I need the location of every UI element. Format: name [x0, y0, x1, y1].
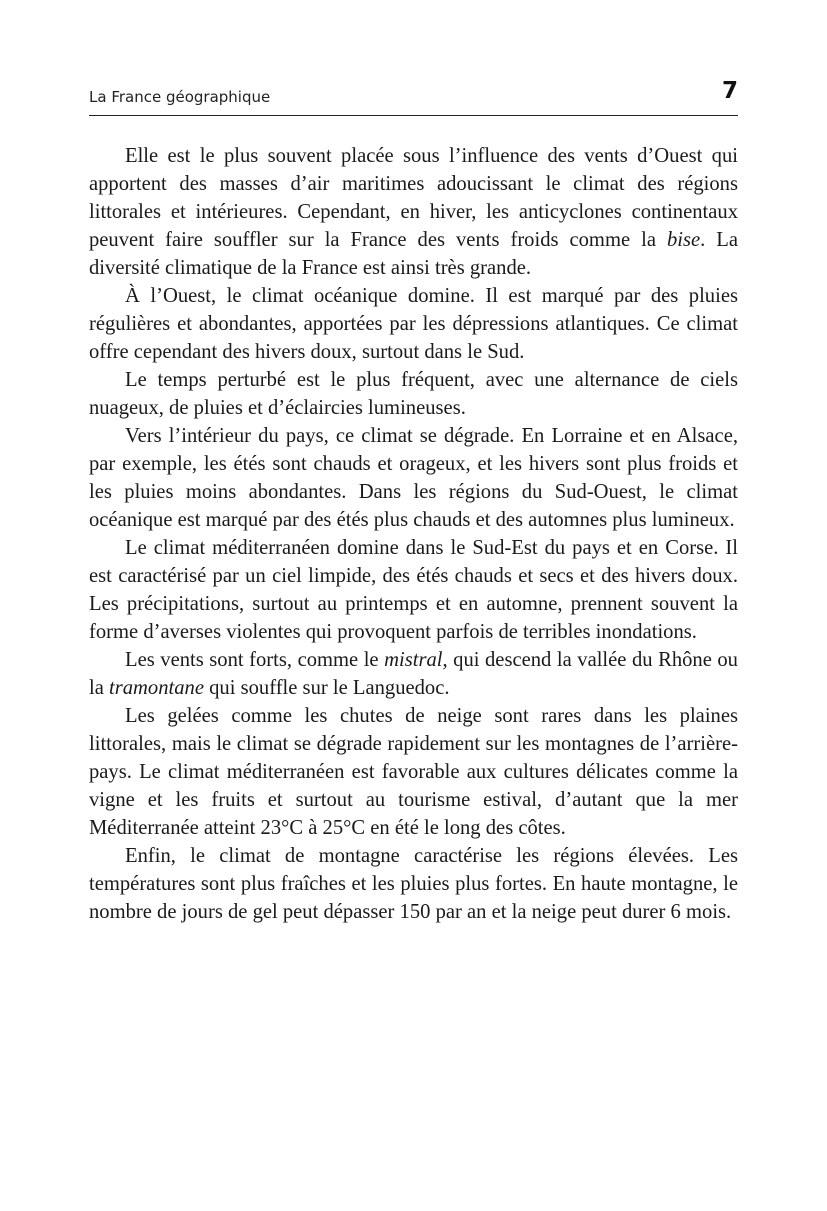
body-text	[89, 142, 738, 926]
paragraph-mountain	[89, 842, 738, 926]
paragraph-text: Enfin, le climat de montagne caractérise les régions élevées. Les températures sont plus fraîches et les pluies plus fortes. En haute montagne, le nombre de jours de gel peut dépasser 150 par an et la neige peut durer 6 mois.	[89, 845, 738, 923]
paragraph-mediterranean	[89, 534, 738, 646]
paragraph-oceanic	[89, 282, 738, 366]
paragraph-text: Le temps perturbé est le plus fréquent, avec une alternance de ciels nuageux, de pluies et d’éclaircies lumineuses.	[89, 369, 738, 419]
italic-term-bise: bise	[666, 229, 701, 251]
paragraph-text: Elle est le plus souvent placée sous l’influence des vents d’Ouest qui apportent des masses d’air maritimes adoucissant le climat des régions littorales et intérieures. Cependant, en hiver, les anticyclones continentaux peuvent faire souffler sur la France des vents froids comme la	[89, 145, 738, 251]
paragraph-text: , qui descend la vallée du Rhône ou la	[89, 649, 738, 699]
running-header	[89, 78, 738, 116]
paragraph-winds	[89, 646, 738, 702]
paragraph-text: qui souffle sur le Languedoc.	[203, 677, 450, 699]
italic-term-mistral: mistral	[384, 649, 443, 671]
paragraph-text: Vers l’intérieur du pays, ce climat se dégrade. En Lorraine et en Alsace, par exemple, les étés sont chauds et orageux, et les hivers sont plus froids et les pluies moins abondantes. Dans les régions du Sud-Ouest, le climat océanique est marqué par des étés plus chauds et des automnes plus lumineux.	[89, 425, 738, 531]
paragraph-weather	[89, 366, 738, 422]
page-number: 7	[721, 78, 738, 104]
header-title: La France géographique	[89, 88, 271, 106]
paragraph-bise	[89, 142, 738, 282]
paragraph-text: Les vents sont forts, comme le	[125, 649, 385, 671]
paragraph-text: Les gelées comme les chutes de neige sont rares dans les plaines littorales, mais le climat se dégrade rapidement sur les montagnes de l’arrière-pays. Le climat méditerranéen est favorable aux cultures délicates comme la vigne et les fruits et surtout au tourisme estival, d’autant que la mer Méditerranée atteint 23°C à 25°C en été le long des côtes.	[89, 705, 738, 839]
italic-term-tramontane: tramontane	[109, 677, 204, 699]
paragraph-text: Le climat méditerranéen domine dans le Sud-Est du pays et en Corse. Il est caractérisé par un ciel limpide, des étés chauds et secs et des hivers doux. Les précipitations, surtout au printemps et en automne, prennent souvent la forme d’averses violentes qui provoquent parfois de terribles inondations.	[89, 537, 738, 643]
paragraph-interior	[89, 422, 738, 534]
paragraph-text: À l’Ouest, le climat océanique domine. Il est marqué par des pluies régulières et abondantes, apportées par les dépressions atlantiques. Ce climat offre cependant des hivers doux, surtout dans le Sud.	[89, 285, 738, 363]
paragraph-text: . La diversité climatique de la France est ainsi très grande.	[89, 229, 738, 279]
paragraph-frost	[89, 702, 738, 842]
